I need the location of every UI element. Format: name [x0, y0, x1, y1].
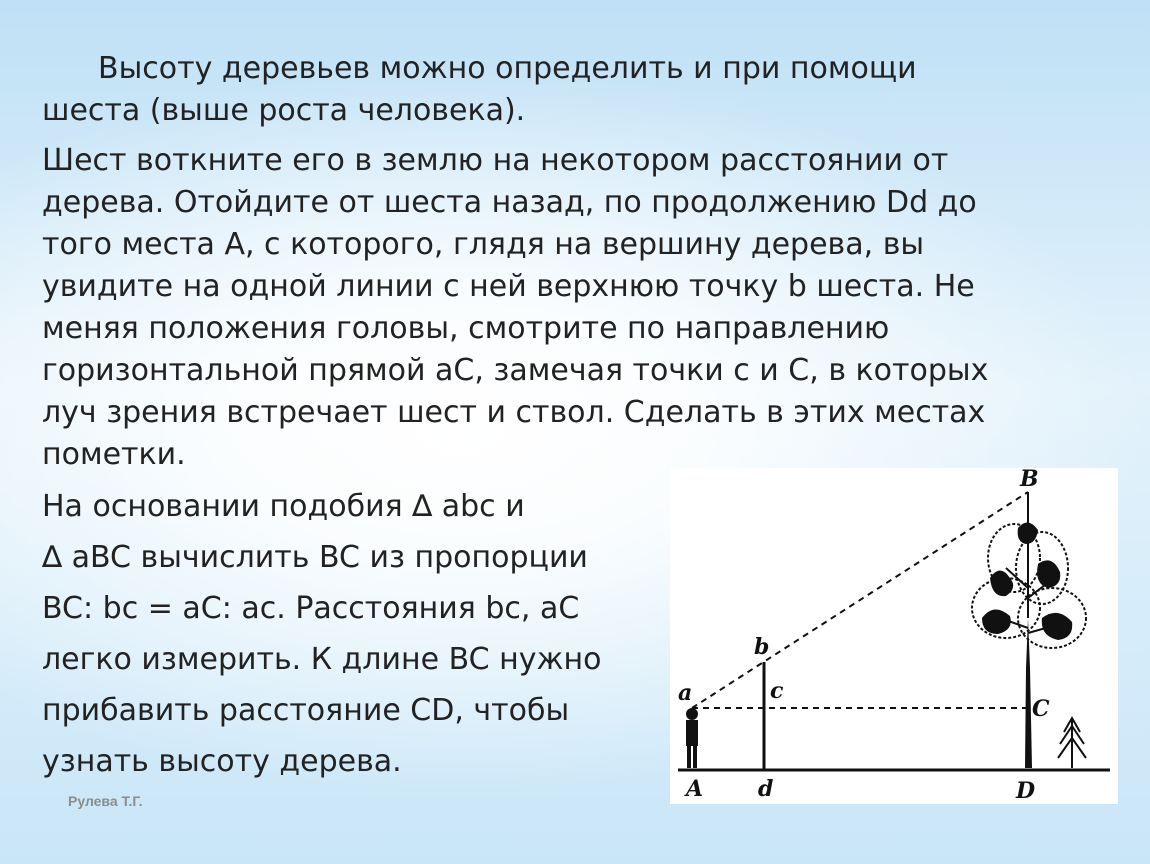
- author-credit: Рулева Т.Г.: [68, 793, 143, 809]
- text-line: BC: bc = aC: ac. Расстояния bc, aC: [42, 591, 580, 626]
- intro-paragraph: [42, 48, 917, 132]
- text-line: горизонтальной прямой aC, замечая точки с и С, в которых: [42, 353, 989, 388]
- text-line: Высоту деревьев можно определить и при помощи: [98, 51, 917, 86]
- label-d: d: [758, 776, 774, 802]
- text-line: дерева. Отойдите от шеста назад, по продолжению Dd до: [42, 185, 977, 220]
- text-line: На основании подобия ∆ abc и: [42, 489, 525, 524]
- label-b: b: [754, 634, 770, 660]
- sight-line: [692, 492, 1028, 708]
- text-line: того места А, с которого, глядя на вершину дерева, вы: [42, 227, 925, 262]
- tree-height-diagram: [670, 468, 1118, 804]
- diagram-svg: [670, 468, 1118, 804]
- label-c: c: [770, 678, 784, 704]
- text-line: пометки.: [42, 437, 186, 472]
- text-line: шеста (выше роста человека).: [42, 93, 526, 128]
- label-D: D: [1016, 778, 1036, 804]
- text-line: легко измерить. К длине BC нужно: [42, 642, 602, 677]
- text-line: узнать высоту дерева.: [42, 744, 402, 779]
- text-line: луч зрения встречает шест и ствол. Сделать в этих местах: [42, 395, 986, 430]
- text-line: Шест воткните его в землю на некотором расстоянии от: [42, 143, 949, 178]
- label-A: A: [686, 776, 704, 802]
- tree-crown: [972, 522, 1086, 648]
- text-line: увидите на одной линии с ней верхнюю точку b шеста. Не: [42, 269, 975, 304]
- observer-figure: [686, 708, 698, 768]
- small-bush: [1058, 718, 1086, 768]
- label-C: C: [1032, 696, 1050, 722]
- label-B: B: [1020, 468, 1039, 492]
- conclusion-paragraph: [42, 481, 601, 787]
- text-line: прибавить расстояние CD, чтобы: [42, 693, 570, 728]
- text-line: ∆ aBC вычислить BC из пропорции: [42, 540, 588, 575]
- label-a: a: [678, 680, 693, 706]
- instructions-paragraph: [42, 140, 988, 476]
- text-line: меняя положения головы, смотрите по направлению: [42, 311, 890, 346]
